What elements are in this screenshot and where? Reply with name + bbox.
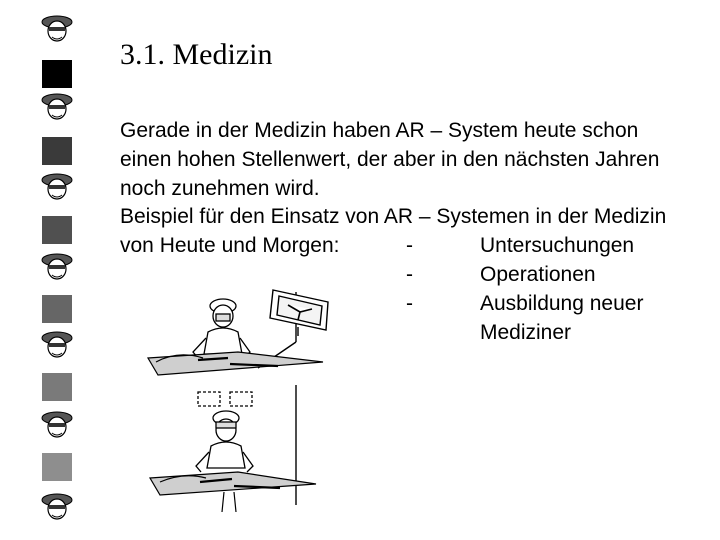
- list-item-text: Operationen: [480, 262, 596, 286]
- list-lead: von Heute und Morgen:: [120, 234, 340, 258]
- ar-surgery-illustration: [138, 280, 338, 520]
- wall-monitor-icon: [270, 290, 328, 336]
- surgeon-face-icon: [40, 172, 74, 202]
- surgeon-face-icon: [40, 252, 74, 282]
- sidebar-square: [42, 216, 72, 244]
- list-item-text: Mediziner: [480, 320, 572, 344]
- body-line-2: einen hohen Stellenwert, der aber in den nächsten Jahren: [120, 147, 660, 171]
- surgeon-with-headset-icon: [196, 392, 253, 472]
- body-line-1: Gerade in der Medizin haben AR – System heute schon: [120, 119, 639, 142]
- list-item: [120, 232, 720, 261]
- list-bullet: -: [406, 262, 413, 286]
- sidebar-square: [42, 60, 72, 88]
- sidebar-square: [42, 295, 72, 323]
- surgeon-face-icon: [40, 330, 74, 360]
- slide-title: 3.1. Medizin: [120, 38, 273, 71]
- sidebar-decoration: [0, 0, 110, 540]
- body-line-3: noch zunehmen wird.: [120, 176, 320, 200]
- sidebar-square: [42, 373, 72, 401]
- operating-table-icon: [150, 472, 316, 512]
- sidebar-square: [42, 453, 72, 481]
- surgeon-face-icon: [40, 14, 74, 44]
- surgeon-face-icon: [40, 410, 74, 440]
- body-line-4: Beispiel für den Einsatz von AR – Systemen in der Medizin: [120, 205, 667, 229]
- room-lines-icon: [258, 292, 296, 505]
- list-item-text: Ausbildung neuer: [480, 291, 644, 315]
- operating-table-icon: [148, 352, 323, 375]
- surgeon-icon: [193, 299, 250, 358]
- surgeon-face-icon: [40, 92, 74, 122]
- list-bullet: -: [406, 291, 413, 315]
- sidebar-square: [42, 137, 72, 165]
- list-bullet: -: [406, 234, 413, 258]
- surgeon-face-icon: [40, 492, 74, 522]
- list-item-text: Untersuchungen: [480, 234, 635, 258]
